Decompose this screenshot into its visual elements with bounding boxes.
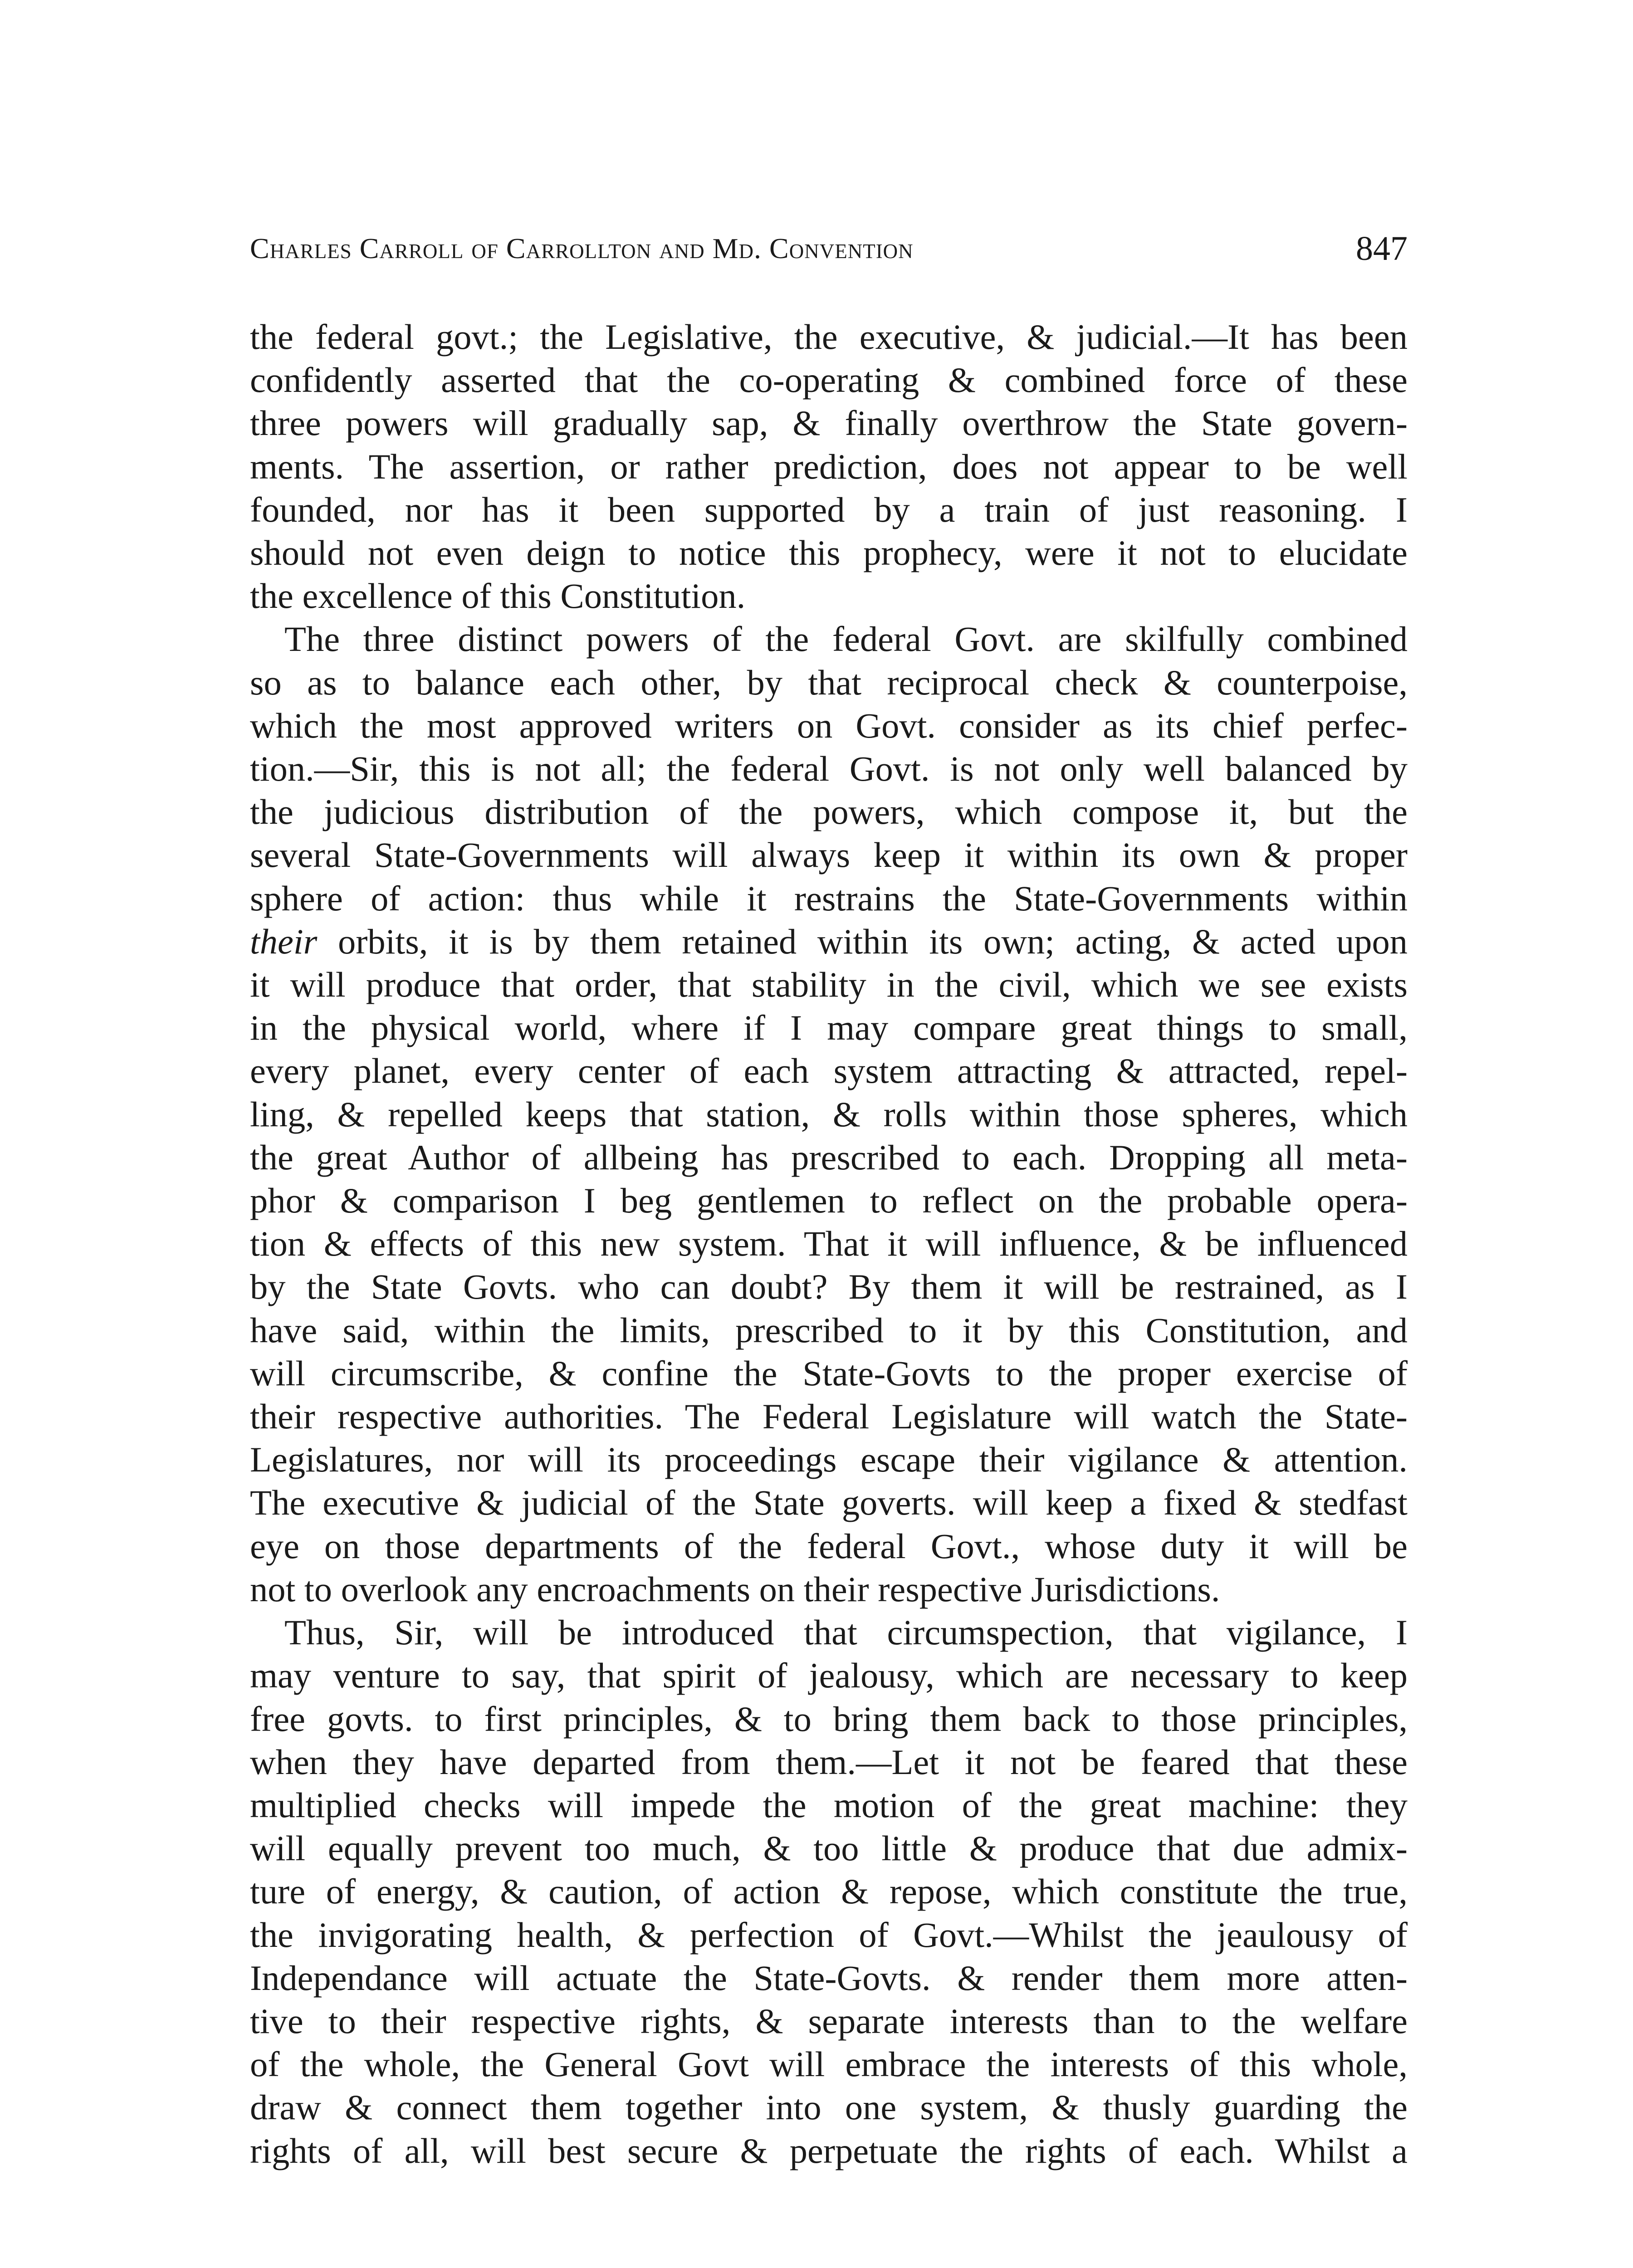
text-line: multiplied checks will impede the motion of the great machine: they: [250, 1785, 1408, 1825]
text-line: phor & comparison I beg gentlemen to reflect on the probable opera-: [250, 1181, 1408, 1221]
text-line: confidently asserted that the co-operating & combined force of these: [250, 360, 1408, 400]
text-line: founded, nor has it been supported by a train of just reasoning. I: [250, 489, 1408, 529]
text-line: so as to balance each other, by that reciprocal check & counterpoise,: [250, 662, 1408, 702]
text-line: ture of energy, & caution, of action & repose, which constitute the true,: [250, 1872, 1408, 1911]
text-line-mixed: [250, 920, 1408, 963]
text-line: may venture to say, that spirit of jealousy, which are necessary to keep: [250, 1656, 1408, 1696]
text-line: will circumscribe, & confine the State-Govts to the proper exercise of: [250, 1353, 1408, 1393]
paragraph-3: [250, 1611, 1408, 2172]
text-line: The three distinct powers of the federal Govt. are skilfully combined: [284, 619, 1408, 659]
text-line: ling, & repelled keeps that station, & rolls within those spheres, which: [250, 1094, 1408, 1134]
text-line: have said, within the limits, prescribed to it by this Constitution, and: [250, 1310, 1408, 1350]
text-line: Thus, Sir, will be introduced that circumspection, that vigilance, I: [284, 1613, 1408, 1652]
text-line: of the whole, the General Govt will embrace the interests of this whole,: [250, 2044, 1408, 2084]
text-line: in the physical world, where if I may compare great things to small,: [250, 1008, 1408, 1048]
text-line: the invigorating health, & perfection of Govt.—Whilst the jeaulousy of: [250, 1915, 1408, 1955]
text-line: the federal govt.; the Legislative, the executive, & judicial.—It has been: [250, 317, 1408, 357]
page-number: 847: [1356, 230, 1408, 268]
text-line: several State-Governments will always keep it within its own & proper: [250, 835, 1408, 875]
text-line: free govts. to first principles, & to bring them back to those principles,: [250, 1699, 1408, 1739]
text-line: which the most approved writers on Govt. consider as its chief perfec-: [250, 705, 1408, 745]
text-line: when they have departed from them.—Let it not be feared that these: [250, 1742, 1408, 1782]
text-line: tion.—Sir, this is not all; the federal Govt. is not only well balanced by: [250, 749, 1408, 789]
text-line: eye on those departments of the federal Govt., whose duty it will be: [250, 1526, 1408, 1566]
text-line: the great Author of allbeing has prescribed to each. Dropping all meta-: [250, 1137, 1408, 1177]
paragraph-1: [250, 315, 1408, 617]
text-line: draw & connect them together into one system, & thusly guarding the: [250, 2087, 1408, 2127]
text-segment: orbits, it is by them retained within its own; acting, & acted upon: [337, 921, 1408, 961]
text-line: will equally prevent too much, & too little & produce that due admix-: [250, 1828, 1408, 1868]
text-line: Independance will actuate the State-Govts. & render them more atten-: [250, 1958, 1408, 1998]
text-line: three powers will gradually sap, & finally overthrow the State govern-: [250, 403, 1408, 443]
italic-word: their: [250, 921, 318, 961]
text-line: sphere of action: thus while it restrains the State-Governments within: [250, 878, 1408, 918]
body-text: [250, 315, 1408, 2172]
text-line: tion & effects of this new system. That it will influence, & be influenced: [250, 1224, 1408, 1264]
text-line: every planet, every center of each system attracting & attracted, repel-: [250, 1051, 1408, 1091]
text-line: the excellence of this Constitution.: [250, 576, 746, 616]
text-line: the judicious distribution of the powers, which compose it, but the: [250, 792, 1408, 832]
text-line: their respective authorities. The Federal Legislature will watch the State-: [250, 1397, 1408, 1437]
text-line: not to overlook any encroachments on their respective Jurisdictions.: [250, 1569, 1220, 1609]
text-line: ments. The assertion, or rather prediction, does not appear to be well: [250, 446, 1408, 486]
paragraph-2: [250, 617, 1408, 1611]
text-line: by the State Govts. who can doubt? By them it will be restrained, as I: [250, 1267, 1408, 1307]
text-line: should not even deign to notice this prophecy, were it not to elucidate: [250, 533, 1408, 573]
text-line: The executive & judicial of the State goverts. will keep a fixed & stedfast: [250, 1483, 1408, 1523]
text-line: tive to their respective rights, & separate interests than to the welfare: [250, 2001, 1408, 2041]
running-head: [250, 221, 1408, 276]
text-line: Legislatures, nor will its proceedings escape their vigilance & attention.: [250, 1440, 1408, 1480]
running-title: Charles Carroll of Carrollton and Md. Convention: [250, 232, 914, 264]
text-line: it will produce that order, that stability in the civil, which we see exists: [250, 965, 1408, 1005]
text-line: rights of all, will best secure & perpetuate the rights of each. Whilst a: [250, 2131, 1408, 2170]
